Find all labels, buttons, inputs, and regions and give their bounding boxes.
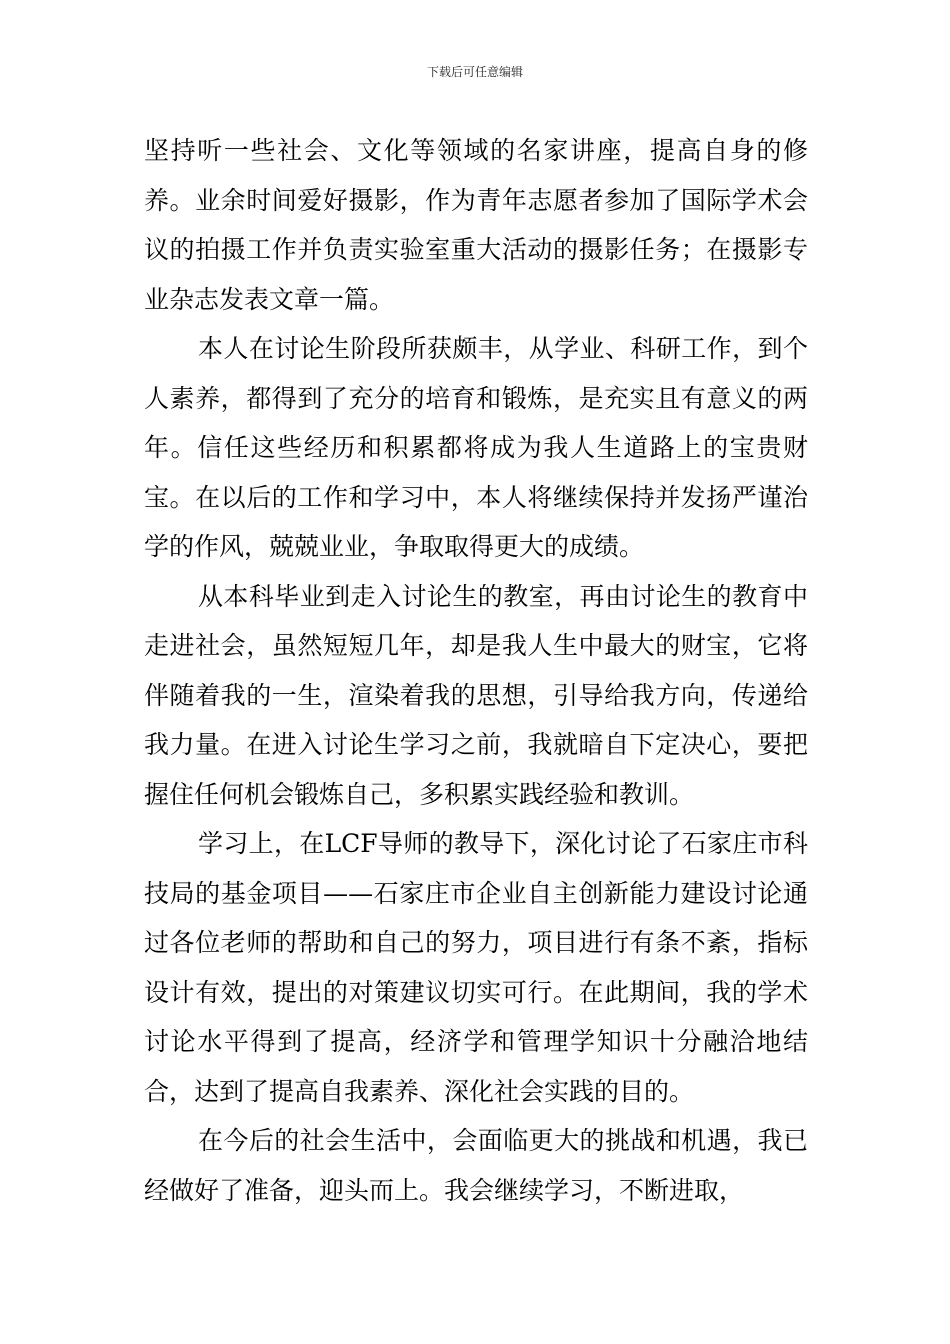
paragraph-graduate-summary: 本人在讨论生阶段所获颇丰，从学业、科研工作，到个人素养，都得到了充分的培育和锻炼，是充实且有意义的两年。信任这些经历和积累都将成为我人生道路上的宝贵财宝。在以后的工作和学习中，本人将继续保持并发扬严谨治学的作风，兢兢业业，争取取得更大的成绩。 [144, 334, 808, 561]
page-header: 下载后可任意编辑 [426, 65, 523, 79]
paragraph-future: 在今后的社会生活中，会面临更大的挑战和机遇，我已经做好了准备，迎头而上。我会继续学习，不断进取， [144, 1126, 808, 1205]
paragraph-study: 学习上，在LCF导师的教导下，深化讨论了石家庄市科技局的基金项目——石家庄市企业自主创新能力建设讨论通过各位老师的帮助和自己的努力，项目进行有条不紊，指标设计有效，提出的对策建议切实可行。在此期间，我的学术讨论水平得到了提高，经济学和管理学知识十分融洽地结合，达到了提高自我素养、深化社会实践的目的。 [144, 829, 808, 1106]
paragraph-journey: 从本科毕业到走入讨论生的教室，再由讨论生的教育中走进社会，虽然短短几年，却是我人生中最大的财宝，它将伴随着我的一生，渲染着我的思想，引导给我方向，传递给我力量。在进入讨论生学习之前，我就暗自下定决心，要把握住任何机会锻炼自己，多积累实践经验和教训。 [144, 581, 808, 809]
document-body [144, 126, 808, 1215]
paragraph-hobbies: 坚持听一些社会、文化等领域的名家讲座，提高自身的修养。业余时间爱好摄影，作为青年志愿者参加了国际学术会议的拍摄工作并负责实验室重大活动的摄影任务；在摄影专业杂志发表文章一篇。 [144, 136, 808, 314]
